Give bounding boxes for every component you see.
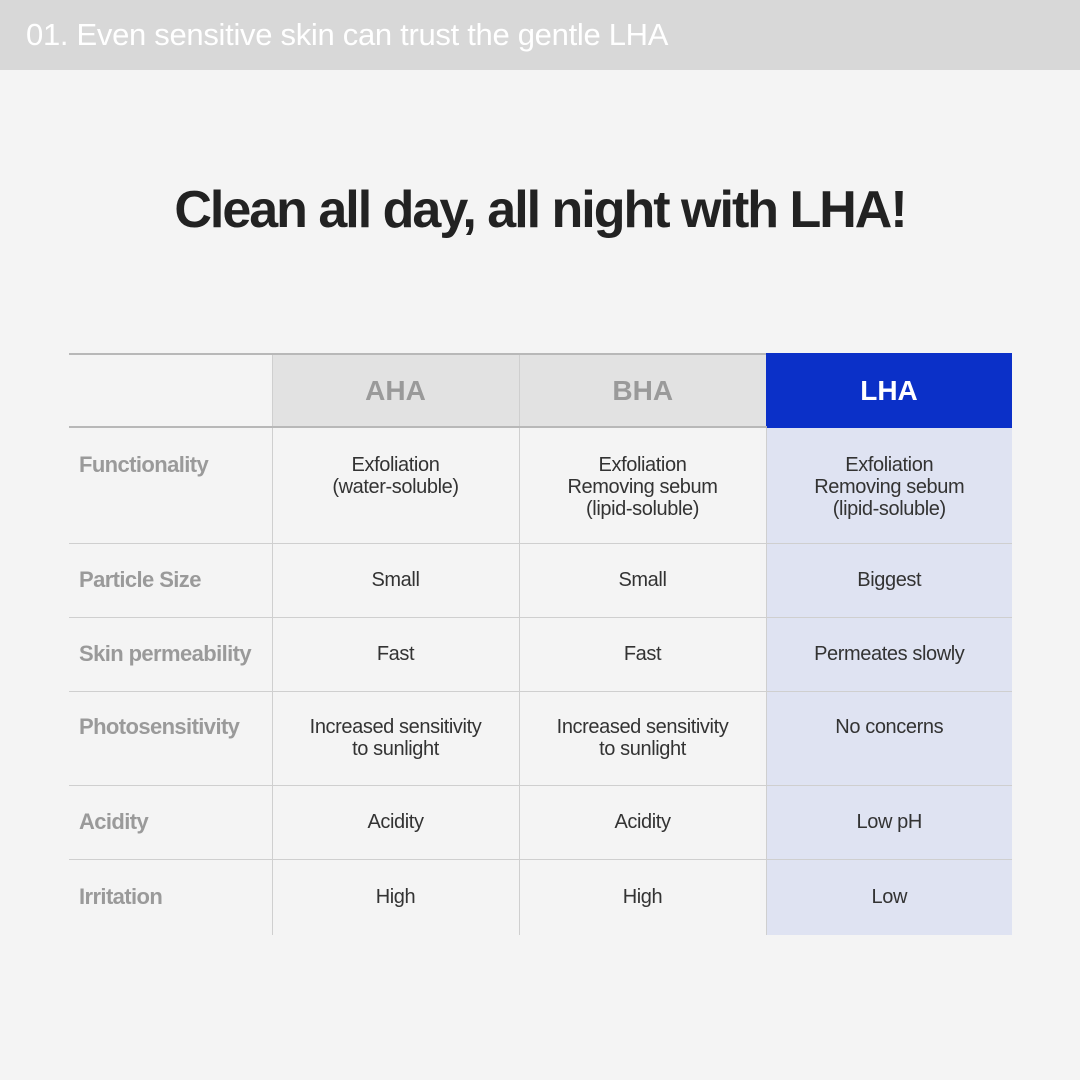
table-header-row	[69, 354, 1012, 427]
cell-aha-irritation	[272, 859, 519, 935]
cell-line: to sunlight	[599, 737, 686, 760]
headline: Clean all day, all night with LHA!	[174, 181, 906, 239]
column-header-lha: LHA	[766, 354, 1012, 427]
cell-bha-skin-permeability	[519, 617, 766, 691]
table-row	[69, 543, 1012, 617]
cell-aha-photosensitivity	[272, 691, 519, 785]
row-label-acidity: Acidity	[69, 785, 272, 859]
cell-line: to sunlight	[352, 737, 439, 760]
cell-line: Low	[871, 886, 907, 909]
cell-lha-particle-size	[766, 543, 1012, 617]
cell-line: (water-soluble)	[332, 476, 459, 498]
cell-line: Low pH	[856, 811, 922, 833]
cell-line: Small	[371, 569, 420, 591]
cell-aha-acidity	[272, 785, 519, 859]
column-header-aha: AHA	[272, 354, 519, 427]
cell-line: Increased sensitivity	[556, 715, 729, 738]
cell-line: Acidity	[614, 811, 671, 833]
table-row	[69, 427, 1012, 543]
row-label-skin-permeability: Skin permeability	[69, 617, 272, 691]
cell-line: Biggest	[857, 569, 922, 591]
cell-line: Fast	[623, 643, 662, 665]
cell-line: Permeates slowly	[814, 643, 965, 665]
row-label-irritation: Irritation	[79, 884, 163, 910]
cell-lha-photosensitivity	[766, 691, 1012, 785]
cell-lha-functionality	[766, 427, 1012, 543]
cell-bha-functionality	[519, 427, 766, 543]
cell-line: (lipid-soluble)	[832, 498, 946, 520]
cell-line: High	[375, 886, 416, 909]
cell-line: Exfoliation	[598, 454, 687, 476]
cell-line: Acidity	[367, 811, 424, 833]
header-corner	[69, 354, 272, 427]
comparison-table	[69, 353, 1012, 935]
cell-line: Increased sensitivity	[309, 715, 482, 738]
table-row	[69, 691, 1012, 785]
cell-line: Exfoliation	[351, 454, 440, 476]
column-header-bha: BHA	[519, 354, 766, 427]
cell-line: Removing sebum	[567, 476, 718, 498]
row-label-particle-size: Particle Size	[69, 543, 272, 617]
cell-lha-irritation	[766, 859, 1012, 935]
cell-line: Fast	[376, 643, 415, 665]
table-row	[69, 785, 1012, 859]
row-label-photosensitivity: Photosensitivity	[69, 691, 272, 785]
cell-lha-acidity	[766, 785, 1012, 859]
cell-bha-photosensitivity	[519, 691, 766, 785]
cell-aha-skin-permeability	[272, 617, 519, 691]
cell-lha-skin-permeability	[766, 617, 1012, 691]
table-row	[69, 859, 1012, 935]
table-row	[69, 617, 1012, 691]
cell-aha-functionality	[272, 427, 519, 543]
cell-line: High	[622, 886, 663, 909]
cell-bha-acidity	[519, 785, 766, 859]
cell-line: Exfoliation	[845, 454, 934, 476]
top-banner	[0, 0, 1080, 70]
cell-line: No concerns	[835, 715, 944, 738]
row-label-functionality: Functionality	[69, 427, 272, 543]
cell-bha-particle-size	[519, 543, 766, 617]
cell-bha-irritation	[519, 859, 766, 935]
cell-line: Removing sebum	[814, 476, 965, 498]
cell-line: Small	[618, 569, 667, 591]
banner-text: 01. Even sensitive skin can trust the gentle LHA	[26, 17, 669, 52]
cell-aha-particle-size	[272, 543, 519, 617]
cell-line: (lipid-soluble)	[586, 498, 699, 520]
